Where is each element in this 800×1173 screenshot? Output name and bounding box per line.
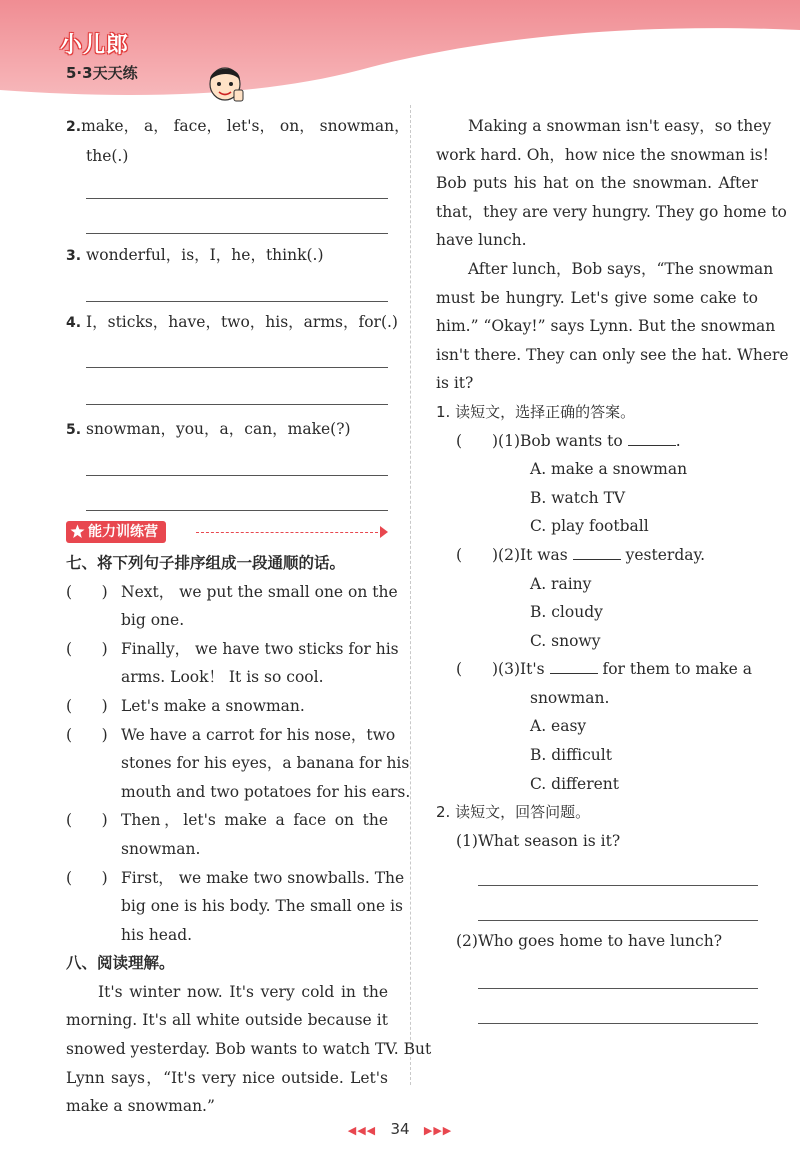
ordering-text: Next， we put the small one on the [121, 582, 398, 601]
passage-line: is it? [436, 374, 474, 393]
passage-line: morning. It's all white outside because it [66, 1011, 388, 1030]
mc-question-1 [436, 427, 758, 456]
answer-option[interactable]: C. snowy [530, 631, 601, 650]
ordering-line [66, 692, 388, 721]
answer-paren[interactable]: ( ) [66, 582, 108, 601]
star-icon [70, 524, 85, 539]
answer-paren[interactable]: ( ) [66, 811, 108, 830]
ordering-line [66, 721, 396, 750]
section-banner [66, 521, 388, 545]
fill-blank[interactable] [628, 444, 676, 446]
ordering-line: mouth and two potatoes for his ears. [121, 782, 411, 801]
passage-line: him.” “Okay!” says Lynn. But the snowman [436, 317, 776, 336]
task-2-title: 2. 读短文，回答问题。 [436, 803, 591, 822]
answer-paren[interactable]: ( ) [66, 725, 108, 744]
passage-line: have lunch. [436, 231, 527, 250]
passage-line: After lunch，Bob says，“The snowman [468, 259, 774, 278]
question-2-line2: the(.) [86, 146, 129, 165]
passage-paragraph-1 [66, 978, 432, 1121]
question-4 [66, 308, 398, 338]
passage-line: must be hungry. Let's give some cake to [436, 288, 758, 307]
question-2-words: make， a， face， let's， on， snowman， [81, 117, 410, 135]
column-divider [410, 105, 411, 1085]
ordering-text: We have a carrot for his nose，two [121, 725, 396, 744]
mc-question-2-options [436, 570, 758, 656]
question-5-words: snowman，you，a，can，make(?) [86, 420, 351, 439]
banner-label [66, 521, 166, 543]
passage-line: snowed yesterday. Bob wants to watch TV. But [66, 1040, 432, 1059]
ordering-line: snowman. [121, 839, 201, 858]
answer-paren[interactable]: ( ) [66, 868, 108, 887]
answer-line[interactable] [86, 510, 388, 511]
answer-option[interactable]: B. difficult [530, 746, 612, 765]
mc-question-2-text: )(2)It was [492, 545, 568, 564]
triangles-right-icon: ▶▶▶ [423, 1124, 453, 1137]
ordering-line: his head. [121, 925, 193, 944]
series-title: 5·3天天练 [66, 64, 138, 82]
left-column [66, 112, 432, 1121]
passage-line: Lynn says，“It's very nice outside. Let's [66, 1068, 388, 1087]
ordering-line: stones for his eyes，a banana for his [121, 754, 410, 773]
passage-line: make a snowman.” [66, 1097, 215, 1116]
mc-question-3-end: for them to make a [602, 660, 753, 679]
brand-title: 小儿郎 [60, 33, 130, 58]
answer-line[interactable] [86, 301, 388, 302]
mc-question-2 [436, 541, 758, 570]
question-number: 4. [66, 314, 82, 331]
mc-question-1-options [436, 455, 758, 541]
passage-line: that，they are very hungry. They go home to [436, 202, 787, 221]
page-number: 34 [390, 1120, 410, 1138]
banner-text: 能力训练营 [88, 523, 158, 540]
right-column [436, 112, 789, 1024]
ordering-text: Finally， we have two sticks for his [121, 639, 399, 658]
answer-line[interactable] [86, 233, 388, 234]
mc-question-3-options [436, 712, 758, 798]
question-4-words: I，sticks，have，two，his，arms，for(.) [86, 312, 398, 331]
ordering-line: arms. Look！ It is so cool. [121, 668, 324, 687]
fill-blank[interactable] [573, 558, 621, 560]
ordering-line [66, 806, 388, 835]
passage-line: It's winter now. It's very cold in the [98, 982, 388, 1001]
mc-question-1-end: . [675, 431, 681, 450]
ordering-list [66, 578, 411, 950]
mc-question-1-text: )(1)Bob wants to [492, 431, 623, 450]
brand-logo [60, 28, 200, 88]
question-3 [66, 241, 388, 271]
ordering-text: First， we make two snowballs. The [121, 868, 405, 887]
ordering-line [66, 578, 398, 607]
ordering-text: Let's make a snowman. [121, 696, 305, 715]
answer-paren[interactable]: ( ) [66, 639, 108, 658]
answer-line[interactable] [478, 920, 758, 921]
answer-option[interactable]: B. watch TV [530, 488, 626, 507]
answer-option[interactable]: A. easy [530, 717, 587, 736]
fill-blank[interactable] [550, 672, 598, 674]
section-8-title: 八、阅读理解。 [66, 954, 175, 973]
ordering-text: Then，let's make a face on the [121, 811, 388, 830]
arrow-right-icon [380, 526, 388, 538]
answer-option[interactable]: B. cloudy [530, 603, 603, 622]
question-5 [66, 415, 388, 445]
banner-dashed-line [196, 532, 378, 533]
mc-question-3-text: )(3)It's [492, 660, 545, 679]
answer-option[interactable]: A. rainy [530, 574, 592, 593]
mascot-boy-icon [204, 60, 246, 108]
ordering-line [66, 635, 399, 664]
triangles-left-icon: ◀◀◀ [347, 1124, 377, 1137]
question-number: 3. [66, 248, 82, 265]
question-2-line1 [66, 112, 410, 142]
question-3-words: wonderful，is，I，he，think(.) [86, 246, 324, 265]
answer-paren[interactable]: ( ) [66, 696, 108, 715]
ordering-line: big one is his body. The small one is [121, 897, 404, 916]
question-number: 2. [66, 119, 82, 135]
section-7-title: 七、将下列句子排序组成一段通顺的话。 [66, 553, 346, 572]
answer-paren[interactable]: ( [456, 545, 492, 564]
passage-line: work hard. Oh，how nice the snowman is! [436, 145, 769, 164]
answer-option[interactable]: C. play football [530, 517, 649, 536]
answer-line[interactable] [86, 404, 388, 405]
mc-question-3 [436, 655, 758, 684]
answer-paren[interactable]: ( [456, 660, 492, 679]
passage-line: isn't there. They can only see the hat. Where [436, 345, 789, 364]
answer-option[interactable]: C. different [530, 774, 620, 793]
question-number: 5. [66, 422, 82, 439]
answer-option[interactable]: A. make a snowman [530, 460, 688, 479]
passage-line: Making a snowman isn't easy，so they [468, 117, 772, 135]
passage-line: Bob puts his hat on the snowman. After [436, 174, 758, 193]
ordering-line: big one. [121, 611, 185, 630]
mc-question-3-cont: snowman. [530, 688, 610, 707]
passage-paragraph-3 [436, 255, 789, 398]
short-question-2: (2)Who goes home to have lunch? [456, 932, 723, 951]
answer-paren[interactable]: ( [456, 431, 492, 450]
mc-question-2-end: yesterday. [625, 545, 706, 564]
page-footer [0, 1120, 800, 1138]
passage-paragraph-2 [436, 112, 787, 255]
ordering-line [66, 864, 405, 893]
answer-line[interactable] [478, 1023, 758, 1024]
short-question-1: (1)What season is it? [456, 831, 621, 850]
task-1-title: 1. 读短文，选择正确的答案。 [436, 402, 636, 421]
